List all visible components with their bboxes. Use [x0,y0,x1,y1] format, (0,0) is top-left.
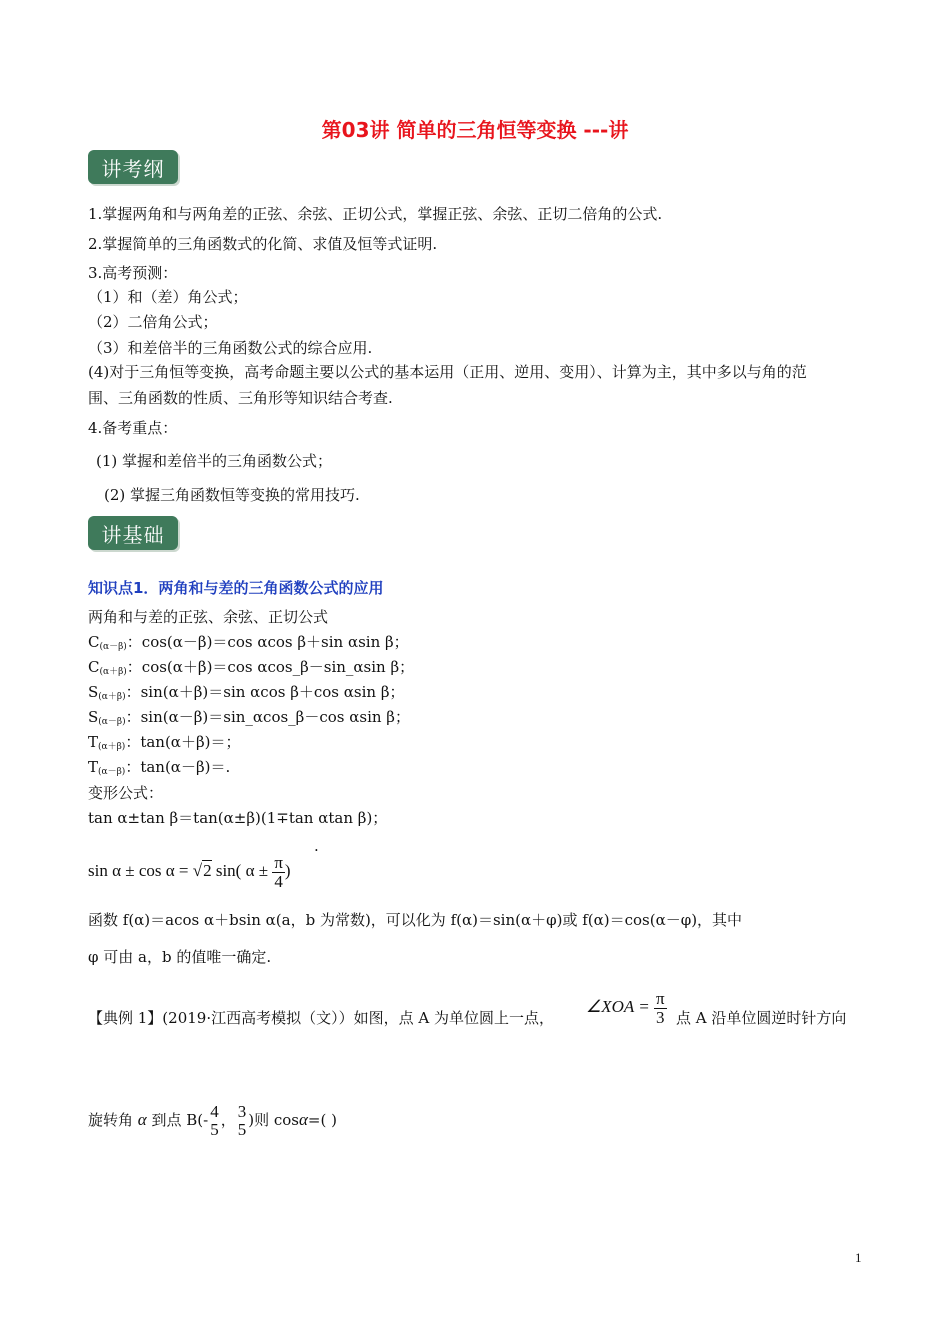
formula-text: ：sin(α＋β)＝sin αcos β＋cos αsin β； [125,683,405,701]
page-number: 1 [855,1250,862,1265]
fraction-3-over-5 [236,1103,249,1139]
alpha-symbol: α [298,1110,308,1129]
formula-label: S [88,683,99,701]
formula-text: ：cos(α＋β)＝cos αcos_β－sin_αsin β； [126,658,415,676]
fraction-numerator: π [655,988,665,1008]
angle-xoa-formula [586,987,667,1027]
formula-label: C [88,633,100,651]
formula-label: S [88,708,99,726]
formula-subscript: (α－β) [98,717,126,727]
variant-heading: 变形公式： [88,784,164,802]
formula-label: T [88,758,99,776]
fraction-denominator: 4 [274,871,283,891]
formula-text: ：tan(α＋β)＝； [125,733,241,751]
variant-tan-formula: tan α±tan β＝tan(α±β)(1∓tan αtan β)； [88,809,388,827]
focus-1: (1) 掌握和差倍半的三角函数公式； [96,452,333,470]
knowledge-point-heading: 知识点1．两角和与差的三角函数公式的应用 [88,579,384,597]
formula-cos-minus [88,632,409,657]
section-tag-basics: 讲基础 [88,516,178,550]
outline-item-3: 3.高考预测： [88,264,178,282]
fraction-pi-over-3 [654,990,667,1027]
formula-subscript: (α＋β) [98,742,126,752]
prediction-4-line-2: 围、三角函数的性质、三角形等知识结合考查. [88,389,393,407]
fraction-4-over-5 [208,1103,221,1139]
fraction-numerator: 3 [237,1102,247,1121]
formula-tan-minus [88,757,230,782]
example-line2-d: =( ) [307,1111,337,1129]
outline-item-1: 1.掌握两角和与两角差的正弦、余弦、正切公式，掌握正弦、余弦、正切二倍角的公式. [88,205,663,223]
outline-item-2: 2.掌握简单的三角函数式的化简、求值及恒等式证明. [88,235,438,253]
example-1-line-2 [88,1098,337,1142]
formula-text: ：sin(α－β)＝sin_αcos_β－cos αsin β； [125,708,410,726]
prediction-2: （2）二倍角公式； [88,313,218,331]
example-suffix: 点 A 沿单位圆逆时针方向 [676,1009,847,1027]
angle-left: ∠XOA = [586,997,654,1016]
aux-sqrt-value: 2 [203,861,212,880]
example-line2-a: 旋转角 [88,1111,138,1129]
aux-mid: sin( α ± [211,861,273,880]
fraction-pi-over-4 [272,854,285,891]
prediction-3: （3）和差倍半的三角函数公式的综合应用. [88,339,373,357]
formula-subscript: (α－β) [98,767,126,777]
prediction-4-line-1: (4)对于三角恒等变换，高考命题主要以公式的基本运用（正用、逆用、变用）、计算为主，其中多以与角的范 [88,363,807,381]
comma: ， [220,1111,236,1129]
prediction-1: （1）和（差）角公式； [88,288,248,306]
function-line-1: 函数 f(α)＝acos α＋bsin α(a，b 为常数)，可以化为 f(α)＝sin(α＋φ)或 f(α)＝cos(α－φ)，其中 [88,911,743,929]
outline-item-4: 4.备考重点： [88,419,178,437]
formula-label: T [88,733,99,751]
aux-right: ) [284,861,291,880]
focus-2: (2) 掌握三角函数恒等变换的常用技巧. [104,486,360,504]
fraction-denominator: 3 [656,1007,665,1027]
formula-subscript: (α＋β) [98,692,126,702]
stray-dot: . [314,837,319,855]
sqrt-icon: √ [192,861,203,880]
formula-subscript: (α－β) [99,642,127,652]
fraction-numerator: π [274,852,283,872]
function-line-2: φ 可由 a，b 的值唯一确定. [88,948,272,966]
knowledge-intro: 两角和与差的正弦、余弦、正切公式 [88,608,329,626]
example-prefix: 【典例 1】(2019·江西高考模拟（文））如图，点 A 为单位圆上一点， [88,1009,554,1027]
fraction-denominator: 5 [237,1120,247,1139]
auxiliary-angle-formula [88,852,291,891]
formula-text: ：cos(α－β)＝cos αcos β＋sin αsin β； [126,633,409,651]
formula-sin-plus [88,682,405,707]
example-line2-b: 到点 B(- [146,1111,209,1129]
aux-left: sin α ± cos α = [88,861,193,880]
section-tag-outline: 讲考纲 [88,150,178,184]
example-line2-c: )则 cos [248,1111,299,1129]
example-1-line-1 [88,1008,554,1028]
fraction-denominator: 5 [210,1120,219,1139]
alpha-symbol: α [137,1110,147,1129]
formula-subscript: (α＋β) [99,667,127,677]
formula-text: ：tan(α－β)＝. [125,758,231,776]
page-title: 第03讲 简单的三角恒等变换 ---讲 [321,118,629,142]
formula-sin-minus [88,707,410,732]
formula-label: C [88,658,100,676]
formula-tan-plus [88,732,240,757]
fraction-numerator: 4 [210,1102,219,1121]
formula-cos-plus [88,657,414,682]
